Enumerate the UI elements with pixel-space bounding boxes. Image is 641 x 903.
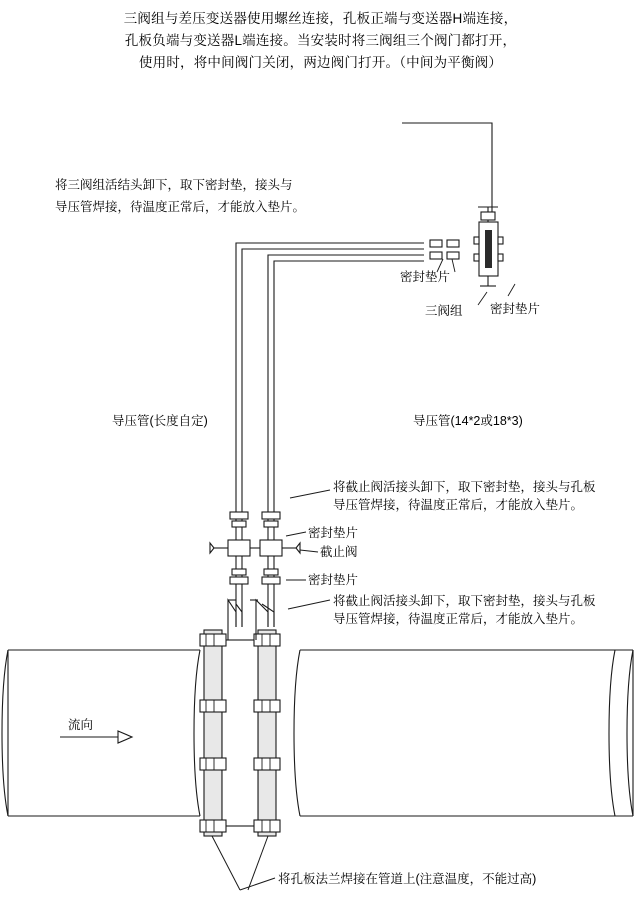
- annotation-gasket-mid-upper: 密封垫片: [308, 526, 359, 540]
- top-leader-bracket: [402, 123, 492, 213]
- annotation-impulse-pipe-left: 导压管(长度自定): [112, 414, 208, 428]
- pipeline: [2, 650, 633, 816]
- annotation-bottom-note: 将孔板法兰焊接在管道上(注意温度，不能过高): [278, 872, 537, 886]
- three-valve-manifold-assembly: [474, 207, 503, 286]
- header-line-3: 使用时，将中间阀门关闭，两边阀门打开。（中间为平衡阀）: [138, 55, 503, 70]
- stop-valve-right: [260, 512, 300, 584]
- annotation-mid-note-line2: 导压管焊接，待温度正常后，才能放入垫片。: [333, 498, 584, 512]
- annotation-gasket-top: 密封垫片: [400, 270, 451, 284]
- annotation-gasket-mid-lower: 密封垫片: [308, 573, 359, 587]
- annotation-valve-group: 三阀组: [425, 304, 463, 318]
- stop-valve-left: [210, 512, 268, 584]
- annotation-top-left-note-line2: 导压管焊接，待温度正常后，才能放入垫片。: [55, 200, 306, 214]
- gasket-pieces-top: [430, 240, 459, 259]
- annotation-impulse-pipe-right: 导压管(14*2或18*3): [413, 414, 523, 428]
- annotation-gasket-top-right: 密封垫片: [490, 302, 541, 316]
- annotation-low-note-line2: 导压管焊接，待温度正常后，才能放入垫片。: [333, 612, 584, 626]
- annotation-mid-note-line1: 将截止阀活接头卸下，取下密封垫，接头与孔板: [333, 480, 596, 494]
- header-line-2: 孔板负端与变送器L端连接。当安装时将三阀组三个阀门都打开，: [124, 33, 517, 48]
- annotation-low-note-line1: 将截止阀活接头卸下，取下密封垫，接头与孔板: [333, 594, 596, 608]
- annotation-top-left-note-line1: 将三阀组活结头卸下，取下密封垫，接头与: [55, 178, 293, 192]
- annotation-stop-valve: 截止阀: [320, 545, 358, 559]
- bottom-leader: [212, 836, 275, 890]
- annotation-flow-direction: 流向: [68, 718, 94, 732]
- orifice-flange-assembly: [200, 630, 280, 836]
- header-line-1: 三阀组与差压变送器使用螺丝连接，孔板正端与变送器H端连接，: [123, 11, 518, 26]
